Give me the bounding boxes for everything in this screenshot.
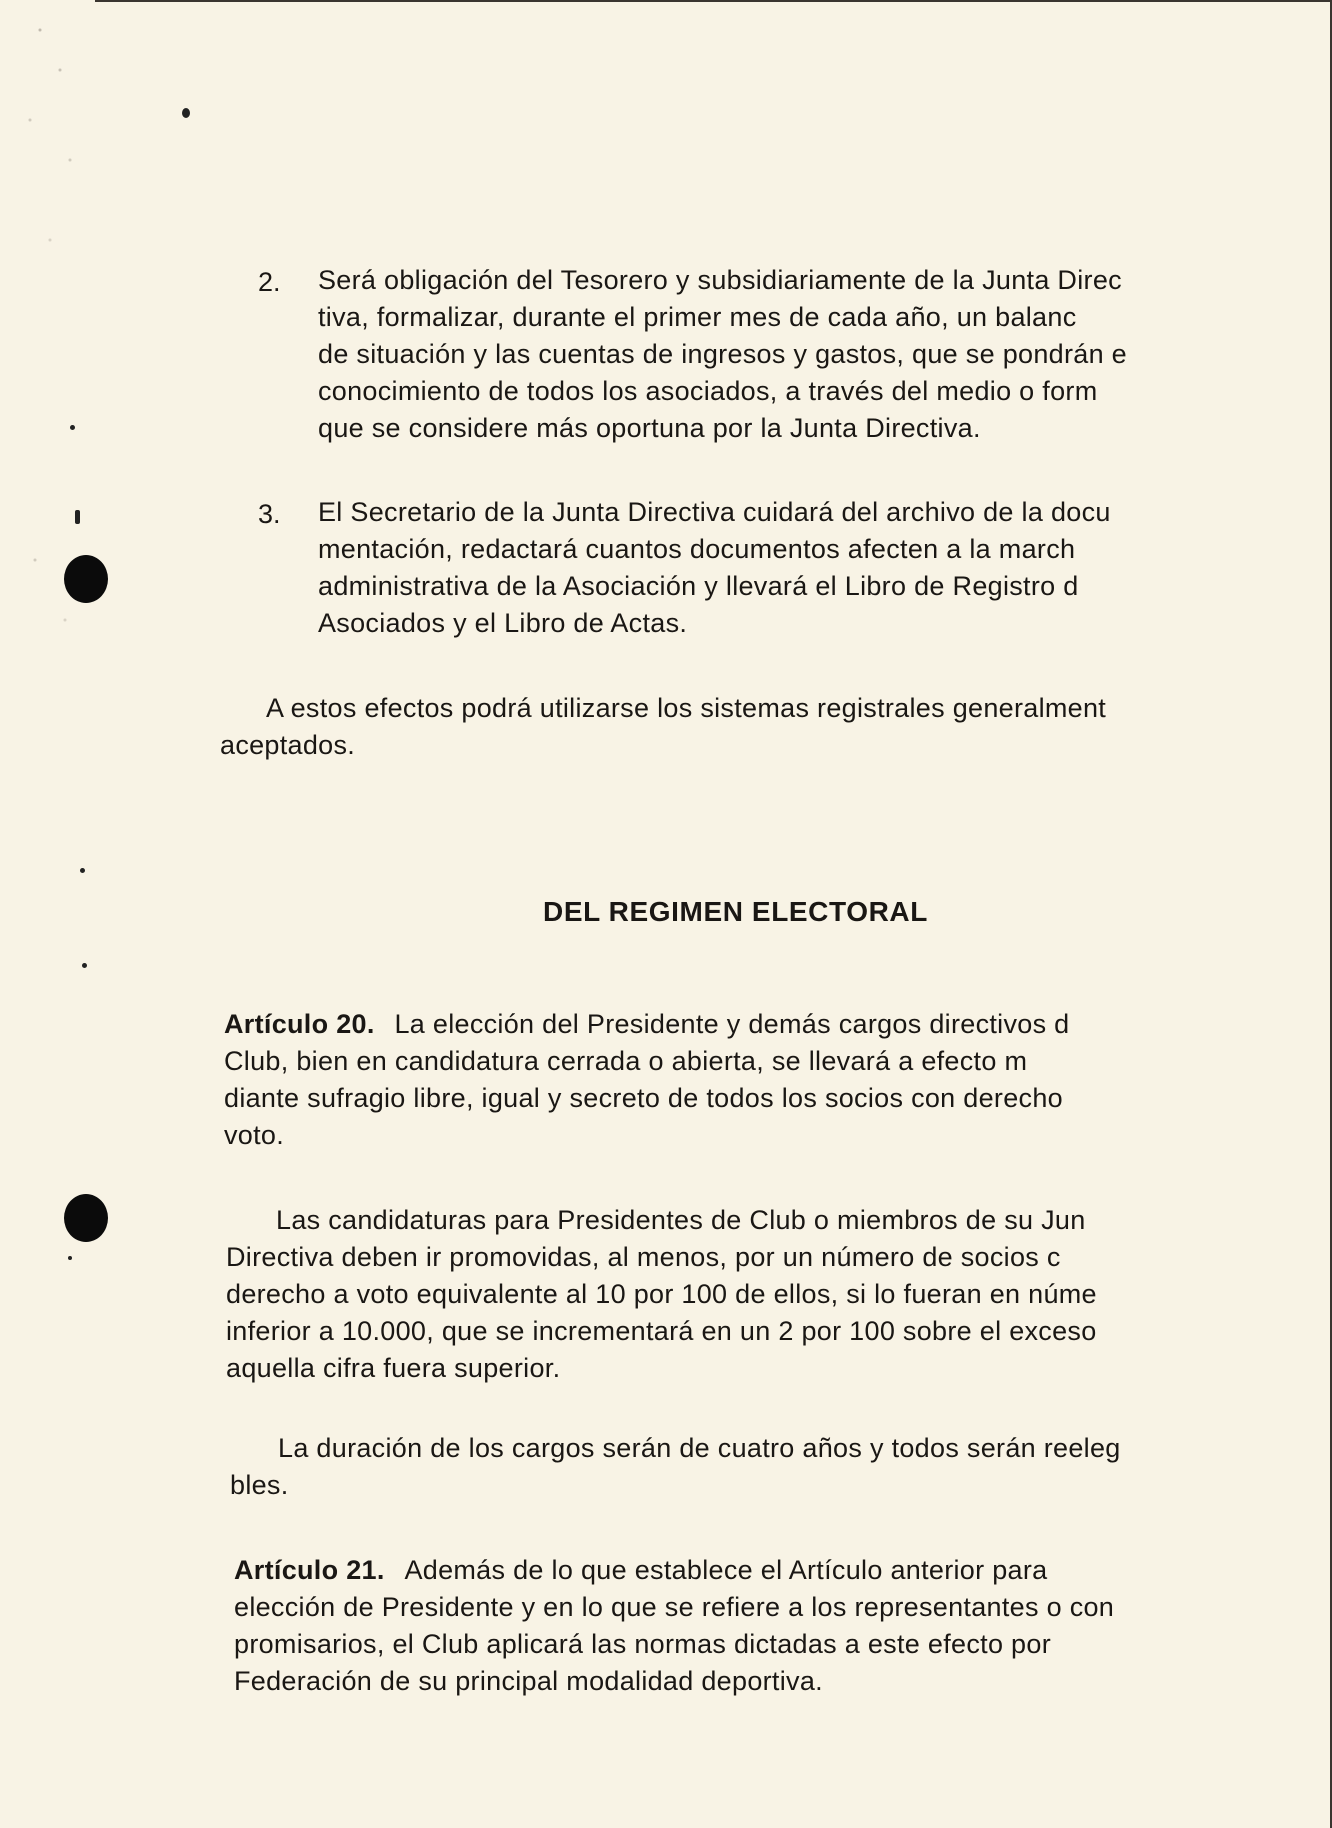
paragraph-line: aquella cifra fuera superior. (226, 1353, 561, 1383)
page-top-edge (95, 0, 1332, 2)
item-2-line: de situación y las cuentas de ingresos y gastos, que se pondrán e (318, 339, 1127, 369)
ink-mark-icon (75, 510, 80, 524)
article-label: Artículo 20. (224, 1009, 375, 1039)
item-3-line: mentación, redactará cuantos documentos afecten a la march (318, 534, 1076, 564)
ink-mark-icon (82, 963, 87, 968)
closing-line: aceptados. (220, 730, 356, 760)
item-2-line: Será obligación del Tesorero y subsidiariamente de la Junta Direc (318, 265, 1122, 295)
article-text: Además de lo que establece el Artículo anterior para (404, 1555, 1048, 1585)
article-21 (234, 1552, 1114, 1700)
item-2-line: tiva, formalizar, durante el primer mes de cada año, un balanc (318, 302, 1077, 332)
punch-hole-icon (64, 1194, 108, 1242)
section-heading: DEL REGIMEN ELECTORAL (543, 896, 928, 927)
article-20-paragraph-3 (230, 1430, 1121, 1504)
item-3-line: El Secretario de la Junta Directiva cuidará del archivo de la docu (318, 497, 1111, 527)
paragraph-line: Las candidaturas para Presidentes de Club o miembros de su Jun (276, 1205, 1086, 1235)
article-21-line: Federación de su principal modalidad deportiva. (234, 1666, 823, 1696)
closing-paragraph (220, 690, 1106, 764)
paragraph-line: Directiva deben ir promovidas, al menos, por un número de socios c (226, 1242, 1061, 1272)
paragraph-line: bles. (230, 1470, 289, 1500)
paragraph-line: inferior a 10.000, que se incrementará en un 2 por 100 sobre el exceso (226, 1316, 1097, 1346)
article-21-line: elección de Presidente y en lo que se refiere a los representantes o con (234, 1592, 1115, 1622)
item-3-text (318, 494, 1111, 642)
ink-mark-icon (70, 425, 75, 430)
ink-mark-icon (182, 108, 190, 118)
article-20-paragraph-2 (226, 1202, 1097, 1387)
item-number: 2. (258, 267, 281, 297)
article-label: Artículo 21. (234, 1555, 385, 1585)
punch-hole-icon (64, 555, 108, 603)
article-20-line: diante sufragio libre, igual y secreto de todos los socios con derecho (224, 1083, 1063, 1113)
margin-speckle (0, 0, 95, 1828)
article-20 (224, 1006, 1070, 1154)
article-20-line: Club, bien en candidatura cerrada o abierta, se llevará a efecto m (224, 1046, 1028, 1076)
article-21-line: promisarios, el Club aplicará las normas dictadas a este efecto por (234, 1629, 1051, 1659)
article-21-first-line (234, 1552, 1114, 1589)
paragraph-line: La duración de los cargos serán de cuatro años y todos serán reeleg (278, 1433, 1121, 1463)
item-2-line: que se considere más oportuna por la Junta Directiva. (318, 413, 981, 443)
item-2-text (318, 262, 1127, 447)
closing-line: A estos efectos podrá utilizarse los sistemas registrales generalment (266, 693, 1107, 723)
item-3-line: administrativa de la Asociación y llevará el Libro de Registro d (318, 571, 1079, 601)
ink-mark-icon (68, 1256, 72, 1260)
paragraph-line: derecho a voto equivalente al 10 por 100 de ellos, si lo fueran en núme (226, 1279, 1097, 1309)
article-20-line: voto. (224, 1120, 285, 1150)
item-3-line: Asociados y el Libro de Actas. (318, 608, 688, 638)
item-2-line: conocimiento de todos los asociados, a través del medio o form (318, 376, 1098, 406)
article-20-first-line (224, 1006, 1070, 1043)
item-number: 3. (258, 499, 281, 529)
article-text: La elección del Presidente y demás cargos directivos d (394, 1009, 1070, 1039)
ink-mark-icon (80, 868, 85, 873)
